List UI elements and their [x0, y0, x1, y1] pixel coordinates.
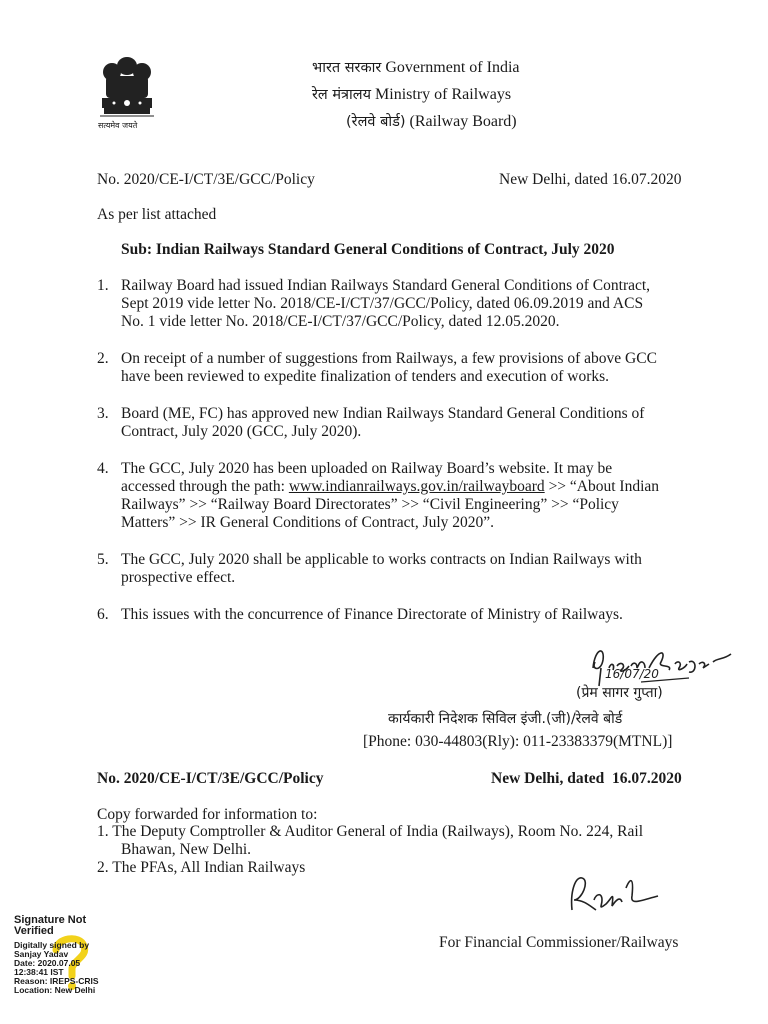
path-prefix: accessed through the path:	[121, 478, 289, 495]
header-line-3	[346, 111, 517, 131]
digital-signature-stamp	[14, 915, 124, 1005]
path-suffix: >> “About Indian	[544, 478, 660, 495]
signature-detail: Reason: IREPS-CRIS	[14, 976, 99, 986]
paragraph-line: On receipt of a number of suggestions from Railways, a few provisions of above GCC	[121, 350, 657, 367]
signature-detail: Sanjay Yadav	[14, 949, 69, 959]
signature-detail: Location: New Delhi	[14, 985, 96, 995]
emblem-motto: सत्यमेव जयते	[98, 121, 138, 130]
paragraph-line: The GCC, July 2020 shall be applicable to works contracts on Indian Railways with	[121, 551, 642, 568]
signature-status-line-2: Verified	[14, 925, 54, 937]
header-line-1	[312, 57, 520, 77]
paragraph-line: No. 1 vide letter No. 2018/CE-I/CT/37/GCC/Policy, dated 12.05.2020.	[121, 313, 560, 330]
paragraph-6	[97, 606, 707, 624]
paragraph-line: This issues with the concurrence of Finance Directorate of Ministry of Railways.	[121, 606, 623, 623]
copy-letter-date: New Delhi, dated 16.07.2020	[491, 770, 682, 787]
signature-detail: 12:38:41 IST	[14, 967, 64, 977]
paragraph-number: 2.	[97, 350, 109, 367]
copy-item-1-continued: Bhawan, New Delhi.	[121, 841, 251, 858]
paragraph-number: 5.	[97, 551, 109, 568]
paragraph-2	[97, 350, 707, 386]
paragraph-line: have been reviewed to expedite finalization of tenders and execution of works.	[121, 368, 610, 385]
addressee: As per list attached	[97, 206, 217, 223]
signatory-name-hindi: (प्रेम सागर गुप्ता)	[576, 685, 663, 701]
railway-board-website-link[interactable]: www.indianrailways.gov.in/railwayboard	[288, 478, 545, 495]
letter-number: No. 2020/CE-I/CT/3E/GCC/Policy	[97, 171, 315, 188]
handwritten-signature-initials	[562, 870, 672, 920]
paragraph-number: 6.	[97, 606, 109, 623]
paragraph-3	[97, 405, 707, 441]
paragraph-line: The GCC, July 2020 has been uploaded on Railway Board’s website. It may be	[121, 460, 613, 477]
paragraph-line	[121, 478, 707, 496]
header-line-2	[312, 84, 511, 104]
paragraph-number: 3.	[97, 405, 109, 422]
paragraph-5	[97, 551, 707, 587]
copy-intro: Copy forwarded for information to:	[97, 806, 318, 823]
copy-item-1: 1. The Deputy Comptroller & Auditor General of India (Railways), Room No. 224, Rail	[97, 823, 643, 840]
signature-status-line-1: Signature Not	[14, 914, 87, 926]
header-board-hindi: (रेलवे बोर्ड)	[346, 114, 406, 130]
handwritten-date: 16/07/20	[605, 667, 659, 681]
header-gov-english: Government of India	[385, 59, 520, 76]
paragraph-1	[97, 277, 707, 331]
copy-signoff: For Financial Commissioner/Railways	[439, 934, 679, 951]
header-gov-hindi: भारत सरकार	[312, 60, 382, 76]
signatory-designation-hindi: कार्यकारी निदेशक सिविल इंजी.(जी)/रेलवे बोर्ड	[388, 711, 623, 727]
paragraph-line: Contract, July 2020 (GCC, July 2020).	[121, 423, 362, 440]
paragraph-line: Railway Board had issued Indian Railways Standard General Conditions of Contract,	[121, 277, 651, 294]
copy-item-2: 2. The PFAs, All Indian Railways	[97, 859, 306, 876]
paragraph-line: Board (ME, FC) has approved new Indian Railways Standard General Conditions of	[121, 405, 645, 422]
paragraph-number: 1.	[97, 277, 109, 294]
paragraph-line: Sept 2019 vide letter No. 2018/CE-I/CT/37/GCC/Policy, dated 06.09.2019 and ACS	[121, 295, 644, 312]
signatory-phone: [Phone: 030-44803(Rly): 011-23383379(MTNL)]	[363, 733, 673, 750]
paragraph-line: Railways” >> “Railway Board Directorates” >> “Civil Engineering” >> “Policy	[121, 496, 619, 513]
header-board-english: (Railway Board)	[409, 113, 517, 130]
paragraph-number: 4.	[97, 460, 109, 477]
paragraph-line: Matters” >> IR General Conditions of Contract, July 2020”.	[121, 514, 495, 531]
header-ministry-hindi: रेल मंत्रालय	[312, 87, 372, 103]
letter-date: New Delhi, dated 16.07.2020	[499, 171, 682, 188]
paragraph-4	[97, 460, 707, 532]
subject: Sub: Indian Railways Standard General Conditions of Contract, July 2020	[121, 241, 615, 258]
copy-letter-number: No. 2020/CE-I/CT/3E/GCC/Policy	[97, 770, 324, 787]
signature-detail: Date: 2020.07.05	[14, 958, 81, 968]
header-ministry-english: Ministry of Railways	[375, 86, 512, 103]
signature-detail: Digitally signed by	[14, 940, 90, 950]
paragraph-line: prospective effect.	[121, 569, 236, 586]
